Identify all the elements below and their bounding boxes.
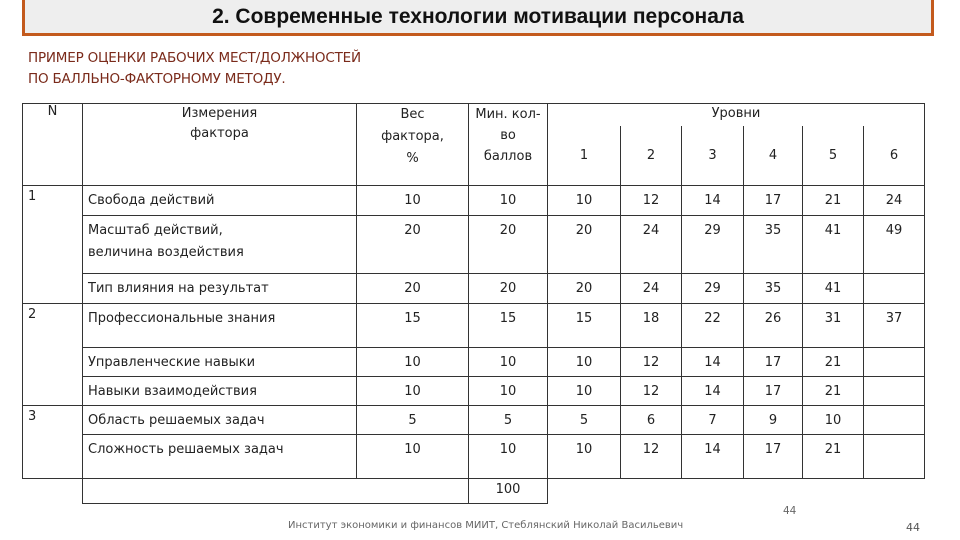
level-value: 21 (803, 348, 864, 377)
header-weight-line2: фактора, (381, 129, 444, 144)
factor-min-points: 10 (469, 377, 548, 406)
level-value: 7 (682, 406, 744, 435)
level-value: 12 (621, 435, 682, 479)
level-value (864, 435, 925, 479)
factor-min-points: 5 (469, 406, 548, 435)
level-value: 37 (864, 304, 925, 348)
level-value: 35 (744, 216, 803, 274)
total-min-points: 100 (469, 479, 548, 504)
header-levels (548, 104, 925, 126)
level-value: 20 (548, 274, 621, 304)
slide-title: 2. Современные технологии мотивации персонала (212, 4, 744, 28)
level-value: 41 (803, 274, 864, 304)
header-min-line1: Мин. кол- (475, 107, 541, 122)
level-value: 29 (682, 216, 744, 274)
level-value: 12 (621, 377, 682, 406)
level-value: 21 (803, 435, 864, 479)
level-value: 24 (621, 216, 682, 274)
level-value: 12 (621, 348, 682, 377)
level-value: 21 (803, 377, 864, 406)
header-levels-label: Уровни (711, 106, 761, 121)
caption-line-1: ПРИМЕР ОЦЕНКИ РАБОЧИХ МЕСТ/ДОЛЖНОСТЕЙ (28, 50, 361, 66)
level-value: 14 (682, 186, 744, 216)
header-factor-line1: Измерения (181, 106, 258, 121)
level-value: 21 (803, 186, 864, 216)
level-value: 35 (744, 274, 803, 304)
level-value: 14 (682, 348, 744, 377)
total-label-cell (83, 479, 469, 504)
level-value: 49 (864, 216, 925, 274)
factor-name: Управленческие навыки (83, 348, 357, 377)
level-value: 9 (744, 406, 803, 435)
level-value: 10 (548, 348, 621, 377)
header-level-5: 5 (803, 126, 864, 186)
header-factor (83, 104, 357, 186)
group-number: 2 (23, 304, 83, 406)
level-value: 24 (621, 274, 682, 304)
factor-name: Профессиональные знания (83, 304, 357, 348)
level-value: 20 (548, 216, 621, 274)
level-value: 22 (682, 304, 744, 348)
factor-weight: 20 (357, 274, 469, 304)
header-weight-line1: Вес (400, 107, 425, 122)
factor-name: Область решаемых задач (83, 406, 357, 435)
header-n (23, 104, 83, 186)
header-level-3: 3 (682, 126, 744, 186)
level-value: 5 (548, 406, 621, 435)
level-value: 29 (682, 274, 744, 304)
table-row (23, 304, 925, 348)
level-value: 17 (744, 377, 803, 406)
level-value: 31 (803, 304, 864, 348)
factor-min-points: 10 (469, 186, 548, 216)
level-value (864, 377, 925, 406)
factor-weight: 10 (357, 435, 469, 479)
table-row (23, 348, 925, 377)
total-levels-spacer (548, 479, 925, 504)
factor-name: Сложность решаемых задач (83, 435, 357, 479)
table-row (23, 216, 925, 274)
level-value: 41 (803, 216, 864, 274)
inner-page-number: 44 (783, 505, 797, 517)
factor-name-line1: Масштаб действий, (88, 223, 223, 238)
factor-weight: 10 (357, 186, 469, 216)
factor-weight: 10 (357, 377, 469, 406)
table-row (23, 274, 925, 304)
level-value: 26 (744, 304, 803, 348)
footer-institute: Институт экономики и финансов МИИТ, Стеблянский Николай Васильевич (288, 520, 684, 531)
total-spacer (23, 479, 83, 504)
header-weight-line3: % (406, 151, 419, 166)
factor-weight: 15 (357, 304, 469, 348)
header-level-2: 2 (621, 126, 682, 186)
level-value: 12 (621, 186, 682, 216)
factor-weight: 10 (357, 348, 469, 377)
level-value: 18 (621, 304, 682, 348)
level-value: 10 (548, 377, 621, 406)
slide-page-number: 44 (906, 521, 920, 534)
level-value: 10 (548, 435, 621, 479)
factor-name: Свобода действий (83, 186, 357, 216)
level-value: 24 (864, 186, 925, 216)
level-value (864, 406, 925, 435)
factor-name-line2: величина воздействия (88, 245, 244, 260)
factor-name: Тип влияния на результат (83, 274, 357, 304)
table-row (23, 186, 925, 216)
factor-name (83, 216, 357, 274)
level-value: 17 (744, 435, 803, 479)
total-row (23, 479, 925, 504)
evaluation-table (22, 103, 925, 504)
level-value (864, 274, 925, 304)
factor-name: Навыки взаимодействия (83, 377, 357, 406)
header-factor-line2: фактора (190, 126, 249, 141)
header-weight (357, 104, 469, 186)
level-value: 15 (548, 304, 621, 348)
table-row (23, 377, 925, 406)
factor-min-points: 20 (469, 274, 548, 304)
level-value: 6 (621, 406, 682, 435)
factor-min-points: 20 (469, 216, 548, 274)
factor-weight: 20 (357, 216, 469, 274)
level-value: 10 (803, 406, 864, 435)
header-min-points (469, 104, 548, 186)
factor-min-points: 15 (469, 304, 548, 348)
factor-min-points: 10 (469, 348, 548, 377)
header-level-1: 1 (548, 126, 621, 186)
table-row (23, 406, 925, 435)
header-level-4: 4 (744, 126, 803, 186)
level-value: 14 (682, 377, 744, 406)
level-value (864, 348, 925, 377)
table-caption (28, 48, 628, 90)
header-n-label: N (47, 104, 58, 119)
header-level-6: 6 (864, 126, 925, 186)
slide-title-bar (22, 0, 934, 36)
factor-min-points: 10 (469, 435, 548, 479)
factor-weight: 5 (357, 406, 469, 435)
level-value: 17 (744, 348, 803, 377)
level-value: 10 (548, 186, 621, 216)
level-value: 14 (682, 435, 744, 479)
header-min-line2: во (500, 128, 516, 143)
table-row (23, 435, 925, 479)
group-number: 1 (23, 186, 83, 304)
level-value: 17 (744, 186, 803, 216)
caption-line-2: ПО БАЛЛЬНО-ФАКТОРНОМУ МЕТОДУ. (28, 71, 286, 87)
header-min-line3: баллов (483, 149, 533, 164)
group-number: 3 (23, 406, 83, 479)
